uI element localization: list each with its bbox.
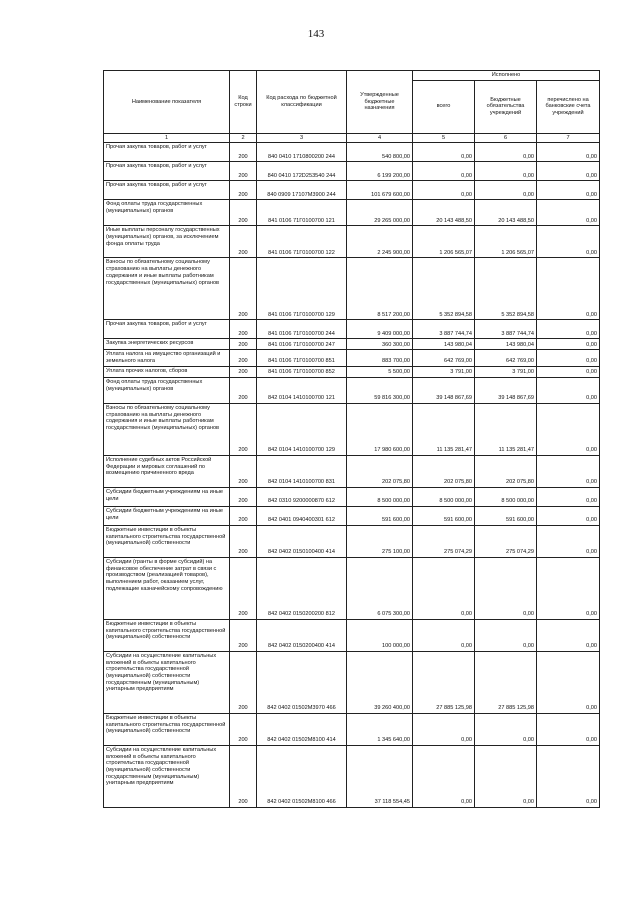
- row-classification: 840 0410 1710800200 244: [257, 143, 347, 162]
- row-classification: 841 0106 71Г0100700 244: [257, 320, 347, 339]
- row-classification: 841 0106 71Г0100700 129: [257, 258, 347, 320]
- row-approved: 59 816 300,00: [347, 377, 413, 403]
- table-row: [104, 713, 600, 745]
- row-classification: 842 0401 0940400301 612: [257, 506, 347, 525]
- row-institutions: 0,00: [475, 745, 537, 807]
- row-transferred: 0,00: [537, 181, 600, 200]
- row-approved: 9 409 000,00: [347, 320, 413, 339]
- row-transferred: 0,00: [537, 320, 600, 339]
- row-total: 0,00: [413, 162, 475, 181]
- row-approved: 8 517 200,00: [347, 258, 413, 320]
- row-code: 200: [230, 525, 257, 557]
- table-row: [104, 350, 600, 366]
- row-approved: 202 075,80: [347, 455, 413, 487]
- row-code: 200: [230, 350, 257, 366]
- table-row: [104, 557, 600, 619]
- row-institutions: 642 769,00: [475, 350, 537, 366]
- row-code: 200: [230, 651, 257, 713]
- column-number-row: [104, 133, 600, 143]
- row-institutions: 143 980,04: [475, 339, 537, 350]
- row-code: 200: [230, 455, 257, 487]
- row-approved: 37 118 554,45: [347, 745, 413, 807]
- row-transferred: 0,00: [537, 226, 600, 258]
- row-total: 0,00: [413, 619, 475, 651]
- row-code: 200: [230, 557, 257, 619]
- row-name: Бюджетные инвестиции в объекты капитального строительства государственной (муниципальной) собственности: [104, 713, 230, 745]
- row-code: 200: [230, 619, 257, 651]
- table-row: [104, 181, 600, 200]
- row-classification: 842 0104 1410100700 121: [257, 377, 347, 403]
- row-code: 200: [230, 339, 257, 350]
- row-total: 202 075,80: [413, 455, 475, 487]
- row-name: Исполнение судебных актов Российской Федерации и мировых соглашений по возмещению причиненного вреда: [104, 455, 230, 487]
- row-transferred: 0,00: [537, 713, 600, 745]
- row-code: 200: [230, 403, 257, 455]
- row-name: Субсидии (гранты в форме субсидий) на финансовое обеспечение затрат в связи с производством (реализацией товаров), выполнением работ, оказанием услуг, подлежащие казначейскому сопровождению: [104, 557, 230, 619]
- row-name: Уплата прочих налогов, сборов: [104, 366, 230, 377]
- column-number: 3: [257, 133, 347, 143]
- row-name: Прочая закупка товаров, работ и услуг: [104, 320, 230, 339]
- column-number: 5: [413, 133, 475, 143]
- row-name: Фонд оплаты труда государственных (муниципальных) органов: [104, 200, 230, 226]
- row-classification: 842 0402 01502M8100 414: [257, 713, 347, 745]
- row-total: 27 885 125,98: [413, 651, 475, 713]
- table-row: [104, 226, 600, 258]
- row-total: 20 143 488,50: [413, 200, 475, 226]
- row-name: Взносы по обязательному социальному страхованию на выплаты денежного содержания и иные выплаты работникам государственных (муниципальных) органов: [104, 258, 230, 320]
- row-transferred: 0,00: [537, 506, 600, 525]
- row-approved: 101 679 600,00: [347, 181, 413, 200]
- row-approved: 540 800,00: [347, 143, 413, 162]
- row-total: 39 148 867,69: [413, 377, 475, 403]
- row-total: 0,00: [413, 181, 475, 200]
- row-name: Субсидии на осуществление капитальных вложений в объекты капитального строительства государственной (муниципальной) собственности государственным (муниципальным) унитарным предприятиям: [104, 651, 230, 713]
- row-classification: 842 0402 0150100400 414: [257, 525, 347, 557]
- row-total: 591 600,00: [413, 506, 475, 525]
- table-row: [104, 366, 600, 377]
- header-transferred: перечислено на банковские счета учреждений: [537, 80, 600, 133]
- row-transferred: 0,00: [537, 339, 600, 350]
- row-approved: 100 000,00: [347, 619, 413, 651]
- row-total: 0,00: [413, 745, 475, 807]
- row-transferred: 0,00: [537, 455, 600, 487]
- row-transferred: 0,00: [537, 745, 600, 807]
- row-classification: 840 0410 172D253540 244: [257, 162, 347, 181]
- row-institutions: 1 206 565,07: [475, 226, 537, 258]
- row-classification: 841 0106 71Г0100700 121: [257, 200, 347, 226]
- row-transferred: 0,00: [537, 487, 600, 506]
- row-institutions: 27 885 125,98: [475, 651, 537, 713]
- row-total: 3 887 744,74: [413, 320, 475, 339]
- row-institutions: 5 352 894,58: [475, 258, 537, 320]
- row-code: 200: [230, 745, 257, 807]
- row-approved: 360 300,00: [347, 339, 413, 350]
- row-name: Бюджетные инвестиции в объекты капитального строительства государственной (муниципальной) собственности: [104, 619, 230, 651]
- row-code: 200: [230, 506, 257, 525]
- row-classification: 842 0104 1410100700 831: [257, 455, 347, 487]
- row-approved: 1 345 640,00: [347, 713, 413, 745]
- budget-execution-table: [103, 70, 600, 808]
- row-classification: 841 0106 71Г0100700 851: [257, 350, 347, 366]
- table-row: [104, 487, 600, 506]
- column-number: 4: [347, 133, 413, 143]
- row-name: Субсидии бюджетным учреждениям на иные цели: [104, 506, 230, 525]
- table-row: [104, 506, 600, 525]
- row-name: Уплата налога на имущество организаций и земельного налога: [104, 350, 230, 366]
- row-total: 5 352 894,58: [413, 258, 475, 320]
- row-code: 200: [230, 162, 257, 181]
- row-classification: 842 0402 0150200400 414: [257, 619, 347, 651]
- row-code: 200: [230, 713, 257, 745]
- table-row: [104, 403, 600, 455]
- row-institutions: 11 135 281,47: [475, 403, 537, 455]
- table-row: [104, 320, 600, 339]
- table-row: [104, 143, 600, 162]
- row-total: 275 074,29: [413, 525, 475, 557]
- row-transferred: 0,00: [537, 143, 600, 162]
- row-transferred: 0,00: [537, 350, 600, 366]
- row-transferred: 0,00: [537, 651, 600, 713]
- row-classification: 840 0909 17107M3900 244: [257, 181, 347, 200]
- row-transferred: 0,00: [537, 557, 600, 619]
- row-transferred: 0,00: [537, 403, 600, 455]
- row-name: Бюджетные инвестиции в объекты капитального строительства государственной (муниципальной) собственности: [104, 525, 230, 557]
- row-approved: 39 260 400,00: [347, 651, 413, 713]
- column-number: 6: [475, 133, 537, 143]
- row-institutions: 202 075,80: [475, 455, 537, 487]
- column-number: 7: [537, 133, 600, 143]
- table-row: [104, 377, 600, 403]
- row-approved: 17 980 600,00: [347, 403, 413, 455]
- table-row: [104, 258, 600, 320]
- row-institutions: 0,00: [475, 143, 537, 162]
- row-code: 200: [230, 226, 257, 258]
- header-institutions: Бюджетные обязательства учреждений: [475, 80, 537, 133]
- row-transferred: 0,00: [537, 366, 600, 377]
- row-code: 200: [230, 181, 257, 200]
- row-transferred: 0,00: [537, 525, 600, 557]
- row-total: 8 500 000,00: [413, 487, 475, 506]
- row-transferred: 0,00: [537, 377, 600, 403]
- row-total: 11 135 281,47: [413, 403, 475, 455]
- row-classification: 841 0106 71Г0100700 247: [257, 339, 347, 350]
- row-approved: 29 265 000,00: [347, 200, 413, 226]
- header-execution: Исполнено: [413, 71, 600, 81]
- row-total: 143 980,04: [413, 339, 475, 350]
- row-institutions: 0,00: [475, 557, 537, 619]
- row-approved: 275 100,00: [347, 525, 413, 557]
- table-body: [104, 143, 600, 807]
- row-approved: 591 600,00: [347, 506, 413, 525]
- row-code: 200: [230, 377, 257, 403]
- row-code: 200: [230, 366, 257, 377]
- header-approved: Утвержденные бюджетные назначения: [347, 71, 413, 134]
- row-transferred: 0,00: [537, 162, 600, 181]
- row-total: 642 769,00: [413, 350, 475, 366]
- row-institutions: 0,00: [475, 162, 537, 181]
- row-classification: 842 0402 0150200200 812: [257, 557, 347, 619]
- row-approved: 6 075 300,00: [347, 557, 413, 619]
- row-transferred: 0,00: [537, 258, 600, 320]
- row-transferred: 0,00: [537, 200, 600, 226]
- table-row: [104, 745, 600, 807]
- row-classification: 842 0104 1410100700 129: [257, 403, 347, 455]
- page-number: 143: [307, 28, 325, 40]
- row-total: 0,00: [413, 713, 475, 745]
- row-classification: 842 0310 9200000870 612: [257, 487, 347, 506]
- row-total: 0,00: [413, 557, 475, 619]
- row-name: Иные выплаты персоналу государственных (муниципальных) органов, за исключением фонда оплаты труда: [104, 226, 230, 258]
- table-row: [104, 651, 600, 713]
- row-institutions: 8 500 000,00: [475, 487, 537, 506]
- row-total: 0,00: [413, 143, 475, 162]
- row-classification: 841 0106 71Г0100700 852: [257, 366, 347, 377]
- table-row: [104, 339, 600, 350]
- row-institutions: 0,00: [475, 181, 537, 200]
- row-code: 200: [230, 320, 257, 339]
- row-name: Фонд оплаты труда государственных (муниципальных) органов: [104, 377, 230, 403]
- row-approved: 883 700,00: [347, 350, 413, 366]
- row-approved: 8 500 000,00: [347, 487, 413, 506]
- row-name: Субсидии на осуществление капитальных вложений в объекты капитального строительства государственной (муниципальной) собственности государственным (муниципальным) унитарным предприятиям: [104, 745, 230, 807]
- row-code: 200: [230, 258, 257, 320]
- table-row: [104, 619, 600, 651]
- header-code: Код строки: [230, 71, 257, 134]
- row-approved: 6 199 200,00: [347, 162, 413, 181]
- row-institutions: 20 143 488,50: [475, 200, 537, 226]
- row-name: Взносы по обязательному социальному страхованию на выплаты денежного содержания и иные выплаты работникам государственных (муниципальных) органов: [104, 403, 230, 455]
- row-name: Прочая закупка товаров, работ и услуг: [104, 181, 230, 200]
- row-institutions: 0,00: [475, 713, 537, 745]
- table-row: [104, 455, 600, 487]
- table-row: [104, 162, 600, 181]
- row-classification: 842 0402 01502M8100 466: [257, 745, 347, 807]
- row-classification: 841 0106 71Г0100700 122: [257, 226, 347, 258]
- row-name: Прочая закупка товаров, работ и услуг: [104, 143, 230, 162]
- row-institutions: 0,00: [475, 619, 537, 651]
- row-code: 200: [230, 143, 257, 162]
- column-number: 1: [104, 133, 230, 143]
- row-total: 3 791,00: [413, 366, 475, 377]
- header-classification: Код расхода по бюджетной классификации: [257, 71, 347, 134]
- row-name: Закупка энергетических ресурсов: [104, 339, 230, 350]
- table-row: [104, 200, 600, 226]
- row-institutions: 275 074,29: [475, 525, 537, 557]
- row-institutions: 591 600,00: [475, 506, 537, 525]
- row-code: 200: [230, 200, 257, 226]
- row-total: 1 206 565,07: [413, 226, 475, 258]
- row-institutions: 3 887 744,74: [475, 320, 537, 339]
- header-row-top: [104, 71, 600, 81]
- header-total: всего: [413, 80, 475, 133]
- column-number: 2: [230, 133, 257, 143]
- header-name: Наименование показателя: [104, 71, 230, 134]
- row-institutions: 3 791,00: [475, 366, 537, 377]
- row-approved: 2 245 900,00: [347, 226, 413, 258]
- row-classification: 842 0402 01502M3970 466: [257, 651, 347, 713]
- row-transferred: 0,00: [537, 619, 600, 651]
- row-institutions: 39 148 867,69: [475, 377, 537, 403]
- row-name: Субсидии бюджетным учреждениям на иные цели: [104, 487, 230, 506]
- row-name: Прочая закупка товаров, работ и услуг: [104, 162, 230, 181]
- row-approved: 5 500,00: [347, 366, 413, 377]
- table-row: [104, 525, 600, 557]
- row-code: 200: [230, 487, 257, 506]
